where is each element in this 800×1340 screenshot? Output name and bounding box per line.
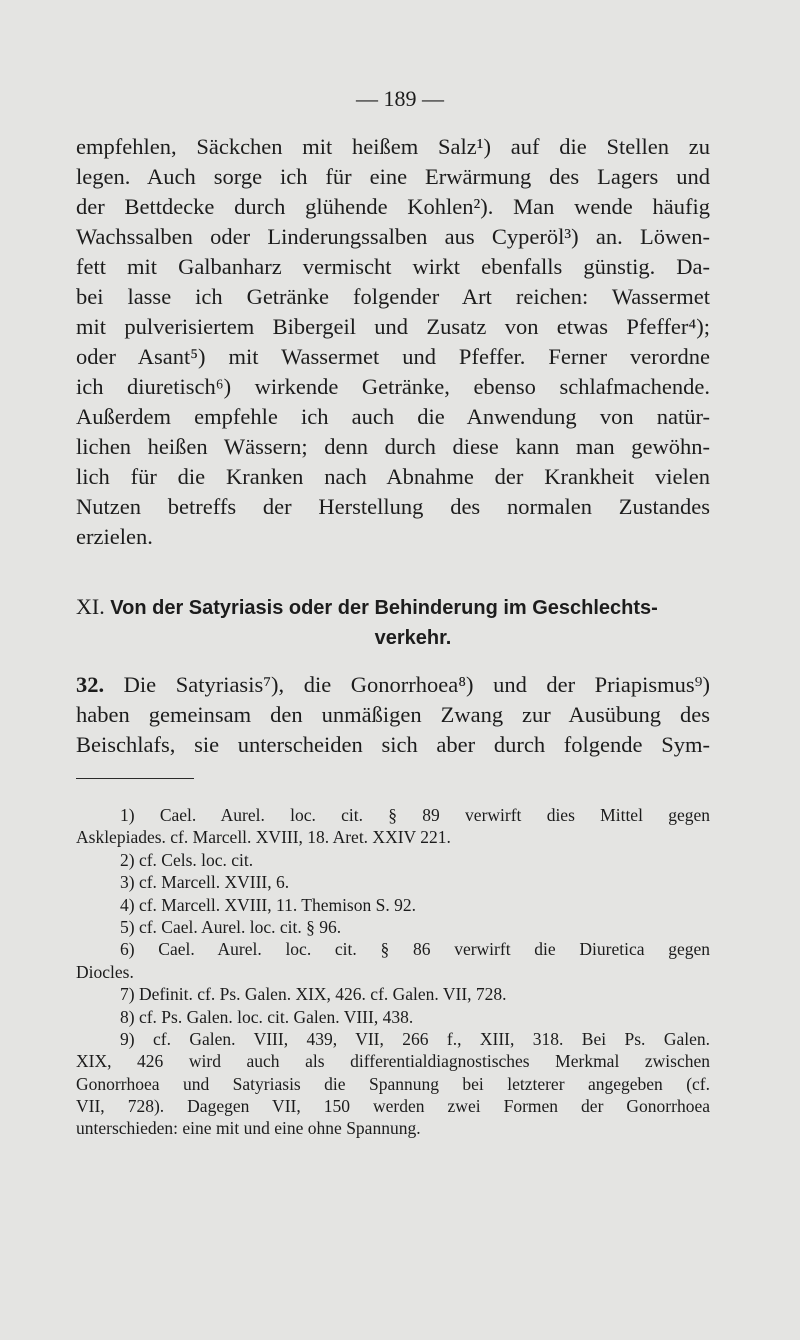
text-line: ich diuretisch⁶) wirkende Getränke, ebenso schlafmachende. [76,374,710,399]
footnote-line: XIX, 426 wird auch als differentialdiagnostisches Merkmal zwischen [76,1051,710,1072]
footnote-line: 8) cf. Ps. Galen. loc. cit. Galen. VIII, 438. [120,1006,414,1027]
footnote-line: VII, 728). Dagegen VII, 150 werden zwei Formen der Gonorrhoea [76,1096,710,1117]
text-line: bei lasse ich Getränke folgender Art reichen: Wassermet [76,284,710,309]
text-line: fett mit Galbanharz vermischt wirkt ebenfalls günstig. Da- [76,254,710,279]
footnote-line: 4) cf. Marcell. XVIII, 11. Themison S. 92. [120,894,416,915]
paragraph-number: 32. [76,672,105,697]
section-heading-line-1 [76,592,710,623]
footnote-line: Diocles. [76,961,134,982]
paragraph-2 [76,670,710,760]
text-line: legen. Auch sorge ich für eine Erwärmung des Lagers und [76,164,710,189]
paragraph-1 [76,132,710,552]
section-title-part-2: verkehr. [374,627,452,649]
text-line: oder Asant⁵) mit Wassermet und Pfeffer. Ferner verordne [76,344,710,369]
footnote-line: 7) Definit. cf. Ps. Galen. XIX, 426. cf. Galen. VII, 728. [120,984,507,1005]
footnotes [76,804,710,1140]
text-line: lichen heißen Wässern; denn durch diese kann man gewöhn- [76,434,710,459]
text-line: mit pulverisiertem Bibergeil und Zusatz von etwas Pfeffer⁴); [76,314,710,339]
page-number: — 189 — [356,86,444,111]
footnote-line: Asklepiades. cf. Marcell. XVIII, 18. Aret. XXIV 221. [76,827,451,848]
text-line: Beischlafs, sie unterscheiden sich aber durch folgende Sym- [76,732,710,757]
footnote-line: 6) Cael. Aurel. loc. cit. § 86 verwirft die Diuretica gegen [120,939,710,960]
paragraph-2-line-1: Die Satyriasis⁷), die Gonorrhoea⁸) und der Priapismus⁹) [123,672,710,697]
footnote-line: 3) cf. Marcell. XVIII, 6. [120,872,290,893]
text-line: empfehlen, Säckchen mit heißem Salz¹) auf die Stellen zu [76,134,710,159]
section-numeral: XI. [76,594,105,619]
text-line: Wachssalben oder Linderungssalben aus Cyperöl³) an. Löwen- [76,224,710,249]
footnote-line: Gonorrhoea und Satyriasis die Spannung bei letzterer angegeben (cf. [76,1073,710,1094]
footnote-line: 2) cf. Cels. loc. cit. [120,849,254,870]
footnote-line: 9) cf. Galen. VIII, 439, VII, 266 f., XIII, 318. Bei Ps. Galen. [120,1028,710,1049]
text-line: Außerdem empfehle ich auch die Anwendung von natür- [76,404,710,429]
text-line: lich für die Kranken nach Abnahme der Krankheit vielen [76,464,710,489]
text-line-numbered [76,670,710,700]
text-line: Nutzen betreffs der Herstellung des normalen Zustandes [76,494,710,519]
footnote-line: 5) cf. Cael. Aurel. loc. cit. § 96. [120,916,342,937]
footnote-separator [76,778,194,779]
section-heading [76,592,710,653]
footnote-line: unterschieden: eine mit und eine ohne Spannung. [76,1118,421,1139]
text-line: haben gemeinsam den unmäßigen Zwang zur Ausübung des [76,702,710,727]
text-line: erzielen. [76,524,153,549]
text-line: der Bettdecke durch glühende Kohlen²). Man wende häufig [76,194,710,219]
section-title-part-1: Von der Satyriasis oder der Behinderung im Geschlechts- [110,597,658,619]
footnote-line: 1) Cael. Aurel. loc. cit. § 89 verwirft dies Mittel gegen [120,805,710,825]
